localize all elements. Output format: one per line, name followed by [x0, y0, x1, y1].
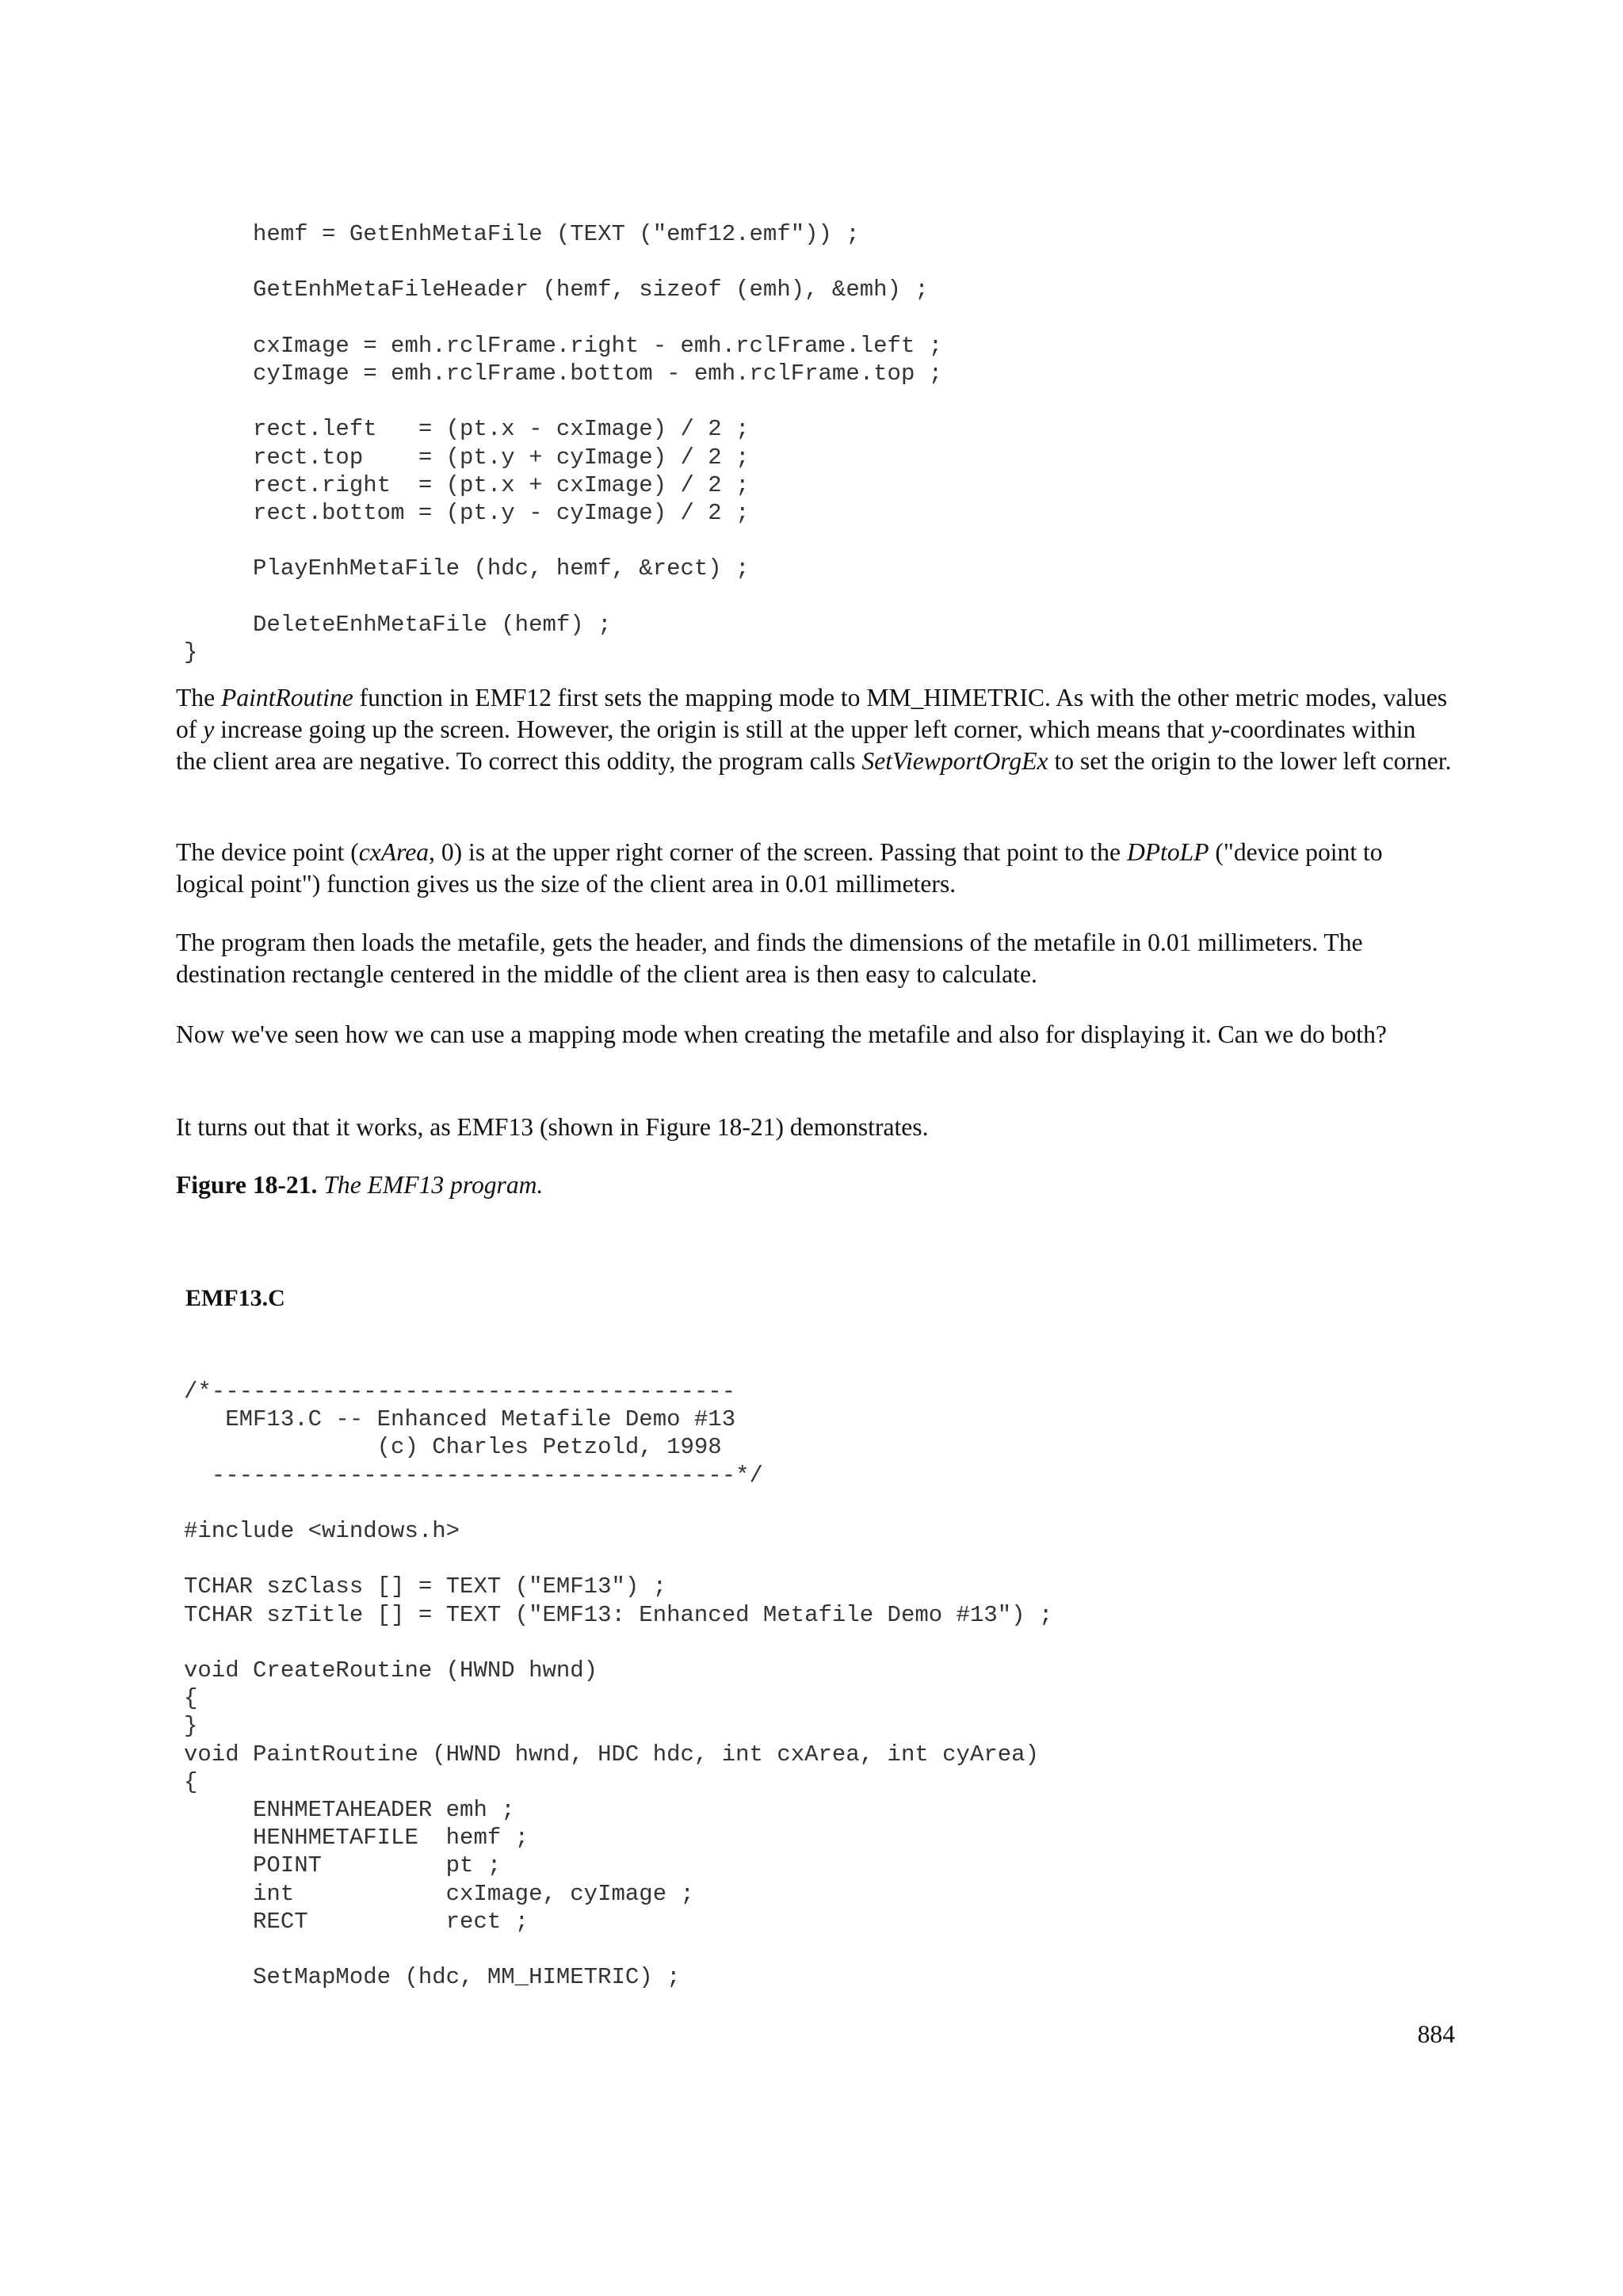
code-listing-top: hemf = GetEnhMetaFile (TEXT ("emf12.emf")) ; GetEnhMetaFileHeader (hemf, sizeof (emh), &emh) ; cxImage = emh.rclFrame.right - emh.rclFrame.left ; cyImage = emh.rclFrame.bottom - emh.rclFrame.top ; rect.left = (pt.x - cxImage) / 2 ; rect.top = (pt.y + cyImage) / 2 ; rect.right = (pt.x + cxImage) / 2 ; rect.bottom = (pt.y - cyImage) / 2 ; PlayEnhMetaFile (hdc, hemf, &rect) ; DeleteEnhMetaFile (hemf) ; }	[184, 221, 943, 666]
paragraph-device-point: The device point (cxArea, 0) is at the upper right corner of the screen. Passing that point to the DPtoLP ("device point to logical point") function gives us the size of the client area in 0.01 millimeters.	[176, 838, 1383, 898]
paragraph-loads-metafile: The program then loads the metafile, gets the header, and finds the dimensions of the metafile in 0.01 millimeters. The destination rectangle centered in the middle of the client area is then easy to calculate.	[176, 929, 1363, 988]
file-heading: EMF13.C	[185, 1285, 285, 1311]
figure-title: The EMF13 program.	[323, 1171, 544, 1199]
paragraph-emf13-intro: It turns out that it works, as EMF13 (shown in Figure 18-21) demonstrates.	[176, 1113, 929, 1141]
code-listing-emf13: /*-------------------------------------- EMF13.C -- Enhanced Metafile Demo #13 (c) Charles Petzold, 1998 --------------------------------------*/ #include <windows.h> TCHAR szClass [] = TEXT ("EMF13") ; TCHAR szTitle [] = TEXT ("EMF13: Enhanced Metafile Demo #13") ; void CreateRoutine (HWND hwnd) { } void PaintRoutine (HWND hwnd, HDC hdc, int cxArea, int cyArea) { ENHMETAHEADER emh ; HENHMETAFILE hemf ; POINT pt ; int cxImage, cyImage ; RECT rect ; SetMapMode (hdc, MM_HIMETRIC) ;	[184, 1379, 1053, 1991]
figure-caption	[176, 1169, 1452, 1201]
paragraph-paintroutine: The PaintRoutine function in EMF12 first sets the mapping mode to MM_HIMETRIC. As with the other metric modes, values of y increase going up the screen. However, the origin is still at the upper left corner, which means that y-coordinates within the client area are negative. To correct this oddity, the program calls SetViewportOrgEx to set the origin to the lower left corner.	[176, 684, 1452, 775]
paragraph-mapping-mode: Now we've seen how we can use a mapping mode when creating the metafile and also for displaying it. Can we do both?	[176, 1020, 1387, 1048]
page-number: 884	[1417, 2020, 1455, 2048]
figure-label: Figure 18-21.	[176, 1171, 318, 1199]
